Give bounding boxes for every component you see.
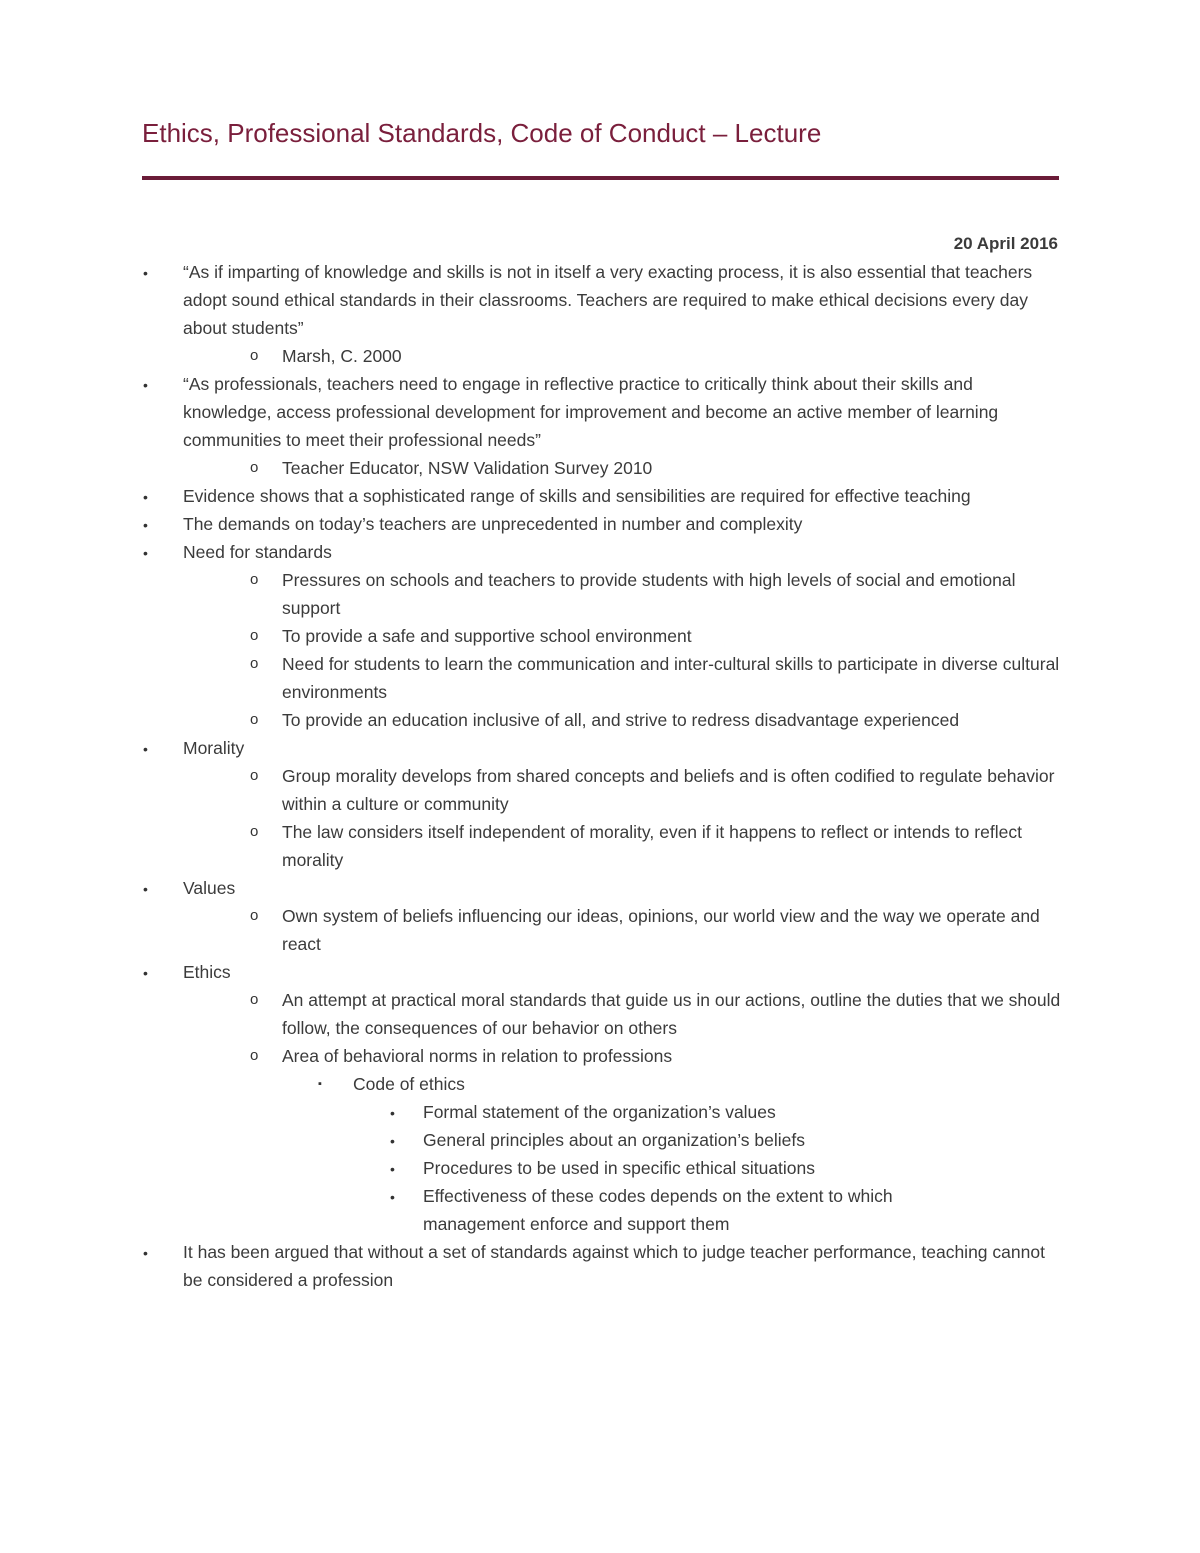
list-item-level-1 xyxy=(0,370,1200,454)
list-item-level-2 xyxy=(0,986,1200,1042)
list-item-text: Group morality develops from shared concepts and beliefs and is often codified to regulate behavior within a culture or community xyxy=(282,766,1055,814)
bullet-marker: o xyxy=(250,627,259,644)
bullet-marker: o xyxy=(250,347,259,364)
list-item-text: To provide an education inclusive of all, and strive to redress disadvantage experienced xyxy=(282,710,960,730)
page-title: Ethics, Professional Standards, Code of Conduct – Lecture xyxy=(142,118,822,148)
list-item-text: “As if imparting of knowledge and skills is not in itself a very exacting process, it is also essential that teachers adopt sound ethical standards in their classrooms. Teachers are required to make ethical decisions every day about students” xyxy=(183,262,1033,338)
bullet-marker: o xyxy=(250,655,259,672)
list-item-text: To provide a safe and supportive school environment xyxy=(282,626,692,646)
list-item-text: Need for standards xyxy=(183,542,332,562)
list-item-level-2 xyxy=(0,706,1200,734)
notes-list xyxy=(0,258,1200,1294)
list-item-text: Need for students to learn the communication and inter-cultural skills to participate in diverse cultural environments xyxy=(282,654,1060,702)
list-item-level-1 xyxy=(0,510,1200,538)
list-item-text: Procedures to be used in specific ethical situations xyxy=(423,1158,816,1178)
list-item-level-2 xyxy=(0,902,1200,958)
list-item-text: Area of behavioral norms in relation to professions xyxy=(282,1046,673,1066)
bullet-marker: o xyxy=(250,767,259,784)
bullet-marker: • xyxy=(390,1133,395,1149)
list-item-text: Own system of beliefs influencing our ideas, opinions, our world view and the way we operate and react xyxy=(282,906,1040,954)
bullet-marker: • xyxy=(143,489,148,505)
list-item-text: Effectiveness of these codes depends on the extent to which management enforce and support them xyxy=(423,1186,893,1234)
list-item-level-3 xyxy=(0,1070,1200,1098)
bullet-marker: • xyxy=(143,741,148,757)
list-item-level-1 xyxy=(0,958,1200,986)
list-item-level-4 xyxy=(0,1098,1200,1126)
bullet-marker: o xyxy=(250,711,259,728)
list-item-level-2 xyxy=(0,650,1200,706)
list-item-text: Morality xyxy=(183,738,245,758)
bullet-marker: • xyxy=(143,881,148,897)
bullet-marker: o xyxy=(250,823,259,840)
list-item-level-4 xyxy=(0,1154,1200,1182)
bullet-marker: o xyxy=(250,459,259,476)
list-item-level-2 xyxy=(0,1042,1200,1070)
bullet-marker: o xyxy=(250,907,259,924)
bullet-marker: • xyxy=(143,265,148,281)
list-item-text: Pressures on schools and teachers to provide students with high levels of social and emotional support xyxy=(282,570,1016,618)
list-item-text: The demands on today’s teachers are unprecedented in number and complexity xyxy=(183,514,803,534)
list-item-text: Code of ethics xyxy=(353,1074,465,1094)
list-item-level-2 xyxy=(0,762,1200,818)
bullet-marker: • xyxy=(390,1189,395,1205)
list-item-text: Formal statement of the organization’s values xyxy=(423,1102,776,1122)
list-item-level-2 xyxy=(0,454,1200,482)
bullet-marker: o xyxy=(250,571,259,588)
list-item-text: Marsh, C. 2000 xyxy=(282,346,402,366)
list-item-level-2 xyxy=(0,818,1200,874)
list-item-level-1 xyxy=(0,258,1200,342)
list-item-level-1 xyxy=(0,482,1200,510)
list-item-level-1 xyxy=(0,874,1200,902)
bullet-marker: • xyxy=(143,377,148,393)
list-item-level-2 xyxy=(0,622,1200,650)
title-rule xyxy=(142,176,1059,180)
bullet-marker: • xyxy=(390,1161,395,1177)
document-date: 20 April 2016 xyxy=(953,234,1058,253)
list-item-level-1 xyxy=(0,1238,1200,1294)
bullet-marker: • xyxy=(143,545,148,561)
list-item-text: “As professionals, teachers need to engage in reflective practice to critically think about their skills and knowledge, access professional development for improvement and become an active member of learning communities to meet their professional needs” xyxy=(183,374,999,450)
bullet-marker: • xyxy=(143,965,148,981)
bullet-marker: • xyxy=(143,1245,148,1261)
list-item-text: General principles about an organization’s beliefs xyxy=(423,1130,806,1150)
bullet-marker: ▪ xyxy=(318,1078,322,1090)
list-item-text: An attempt at practical moral standards that guide us in our actions, outline the duties that we should follow, the consequences of our behavior on others xyxy=(282,990,1061,1038)
list-item-level-4 xyxy=(0,1182,1200,1238)
list-item-text: Evidence shows that a sophisticated range of skills and sensibilities are required for effective teaching xyxy=(183,486,971,506)
bullet-marker: • xyxy=(143,517,148,533)
bullet-marker: • xyxy=(390,1105,395,1121)
list-item-level-4 xyxy=(0,1126,1200,1154)
list-item-level-1 xyxy=(0,734,1200,762)
list-item-text: Teacher Educator, NSW Validation Survey 2010 xyxy=(282,458,653,478)
list-item-level-2 xyxy=(0,566,1200,622)
list-item-text: The law considers itself independent of morality, even if it happens to reflect or intends to reflect morality xyxy=(282,822,1022,870)
list-item-level-2 xyxy=(0,342,1200,370)
list-item-text: It has been argued that without a set of standards against which to judge teacher performance, teaching cannot be considered a profession xyxy=(183,1242,1045,1290)
list-item-text: Values xyxy=(183,878,236,898)
bullet-marker: o xyxy=(250,1047,259,1064)
list-item-level-1 xyxy=(0,538,1200,566)
bullet-marker: o xyxy=(250,991,259,1008)
list-item-text: Ethics xyxy=(183,962,231,982)
